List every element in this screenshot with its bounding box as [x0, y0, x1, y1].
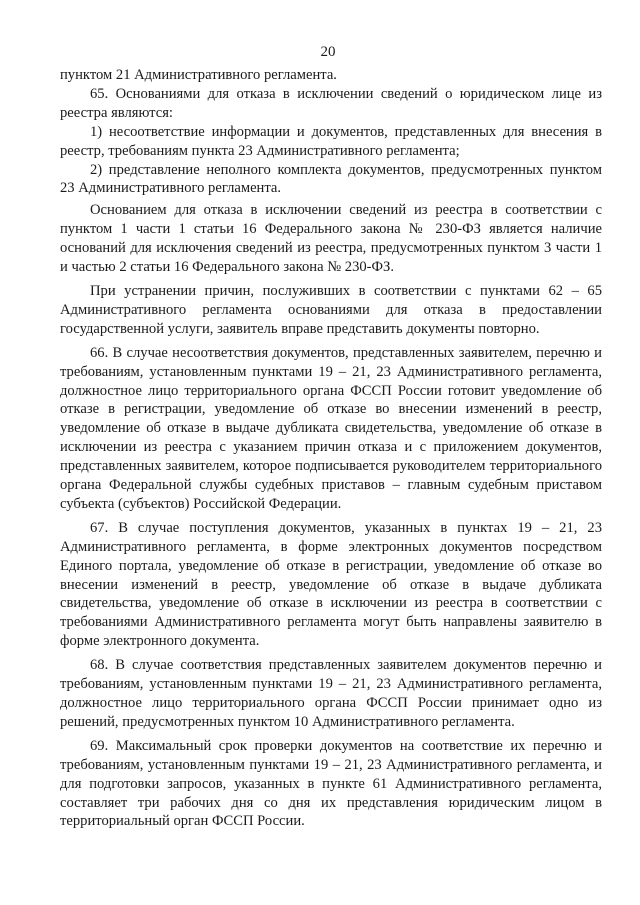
paragraph-65-item-2: 2) представление неполного комплекта документов, предусмотренных пунктом 23 Административного регламента. [60, 161, 602, 197]
page-number: 20 [320, 44, 336, 60]
paragraph-basis-for-refusal: Основанием для отказа в исключении сведений из реестра в соответствии с пунктом 1 части 1 статьи 16 Федерального закона № 230-ФЗ является наличие оснований для исключения сведений из реестра, предусмотренных пунктом 3 части 1 и частью 2 статьи 16 Федерального закона № 230-ФЗ. [60, 202, 602, 276]
paragraph-resubmission: При устранении причин, послуживших в соответствии с пунктами 62 – 65 Административного регламента основаниями для отказа в предоставлении государственной услуги, заявитель вправе представить документы повторно. [60, 282, 602, 337]
paragraph-66: 66. В случае несоответствия документов, представленных заявителем, перечню и требованиям, установленным пунктами 19 – 21, 23 Административного регламента, должностное лицо территориального органа ФССП России готовит уведомление об отказе в регистрации, уведомление об отказе во внесении изменений в реестр, уведомление об отказе в выдаче дубликата свидетельства, уведомление об отказе в исключении из реестра с указанием причин отказа и с приложением документов, представленных заявителем, которое подписывается руководителем территориального органа Федеральной службы судебных приставов – главным судебным приставом субъекта (субъектов) Российской Федерации. [60, 344, 602, 512]
document-body [60, 66, 602, 831]
paragraph-69: 69. Максимальный срок проверки документов на соответствие их перечню и требованиям, установленным пунктами 19 – 21, 23 Административного регламента, и для подготовки запросов, указанных в пункте 61 Административного регламента, составляет три рабочих дня со дня их представления юридическим лицом в территориальный орган ФССП России. [60, 737, 602, 830]
paragraph-68: 68. В случае соответствия представленных заявителем документов перечню и требованиям, установленным пунктами 19 – 21, 23 Административного регламента, должностное лицо территориального органа ФССП России принимает одно из решений, предусмотренных пунктом 10 Административного регламента. [60, 657, 602, 730]
paragraph-continuation: пунктом 21 Административного регламента. [60, 67, 337, 83]
paragraph-65: 65. Основаниями для отказа в исключении сведений о юридическом лице из реестра являются: [60, 85, 602, 121]
paragraph-65-item-1: 1) несоответствие информации и документов, представленных для внесения в реестр, требованиям пункта 23 Административного регламента; [60, 123, 602, 159]
paragraph-67: 67. В случае поступления документов, указанных в пунктах 19 – 21, 23 Административного регламента, в форме электронных документов посредством Единого портала, уведомление об отказе в регистрации, уведомление об отказе во внесении изменений в реестр, уведомление об отказе в выдаче дубликата свидетельства, уведомление об отказе в исключении из реестра в соответствии с требованиями Административного регламента могут быть направлены заявителю в форме электронного документа. [60, 519, 602, 650]
